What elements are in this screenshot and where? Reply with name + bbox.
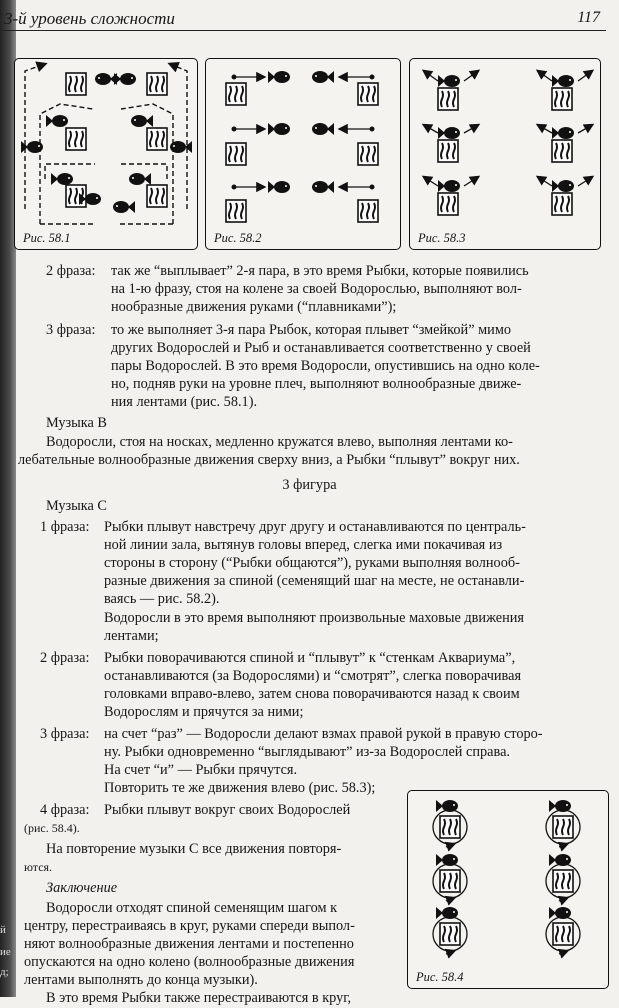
alga-icon [552,88,572,110]
alga-icon [438,140,458,162]
alga-circle-group [433,800,467,847]
figure-58-1-caption: Рис. 58.1 [23,231,71,245]
alga-icon [440,870,460,892]
text-line: но, подняв руки на уровне плеч, выполняют волнообразные движе- [111,376,522,392]
fish-pair-row [232,181,375,193]
alga-icon [438,88,458,110]
text-line: В это время Рыбки также перестраиваются в круг, [46,990,352,1006]
text-line: лентами; [104,628,159,644]
fish-icon [268,181,290,193]
phrase-label: 1 фраза: [40,519,90,535]
alga-circle-group [433,907,467,954]
text-line: ваясь — рис. 58.2). [104,591,220,607]
text-line: головками вправо-влево, затем снова поворачиваются назад к своим [104,686,520,702]
spine-text-3: д; [0,966,9,978]
page-number: 117 [577,9,600,26]
alga-icon [552,193,572,215]
music-heading: Музыка С [46,498,107,514]
text-line: разные движения за спиной (семенящий шаг на месте, не останавли- [104,573,525,589]
alga-icon [147,73,167,95]
text-line: Рыбки плывут навстречу друг другу и останавливаются по централь- [104,519,526,535]
alga-icon [553,923,573,945]
alga-circle-group [546,800,580,847]
alga-with-fish [424,71,478,110]
figure-58-4-caption: Рис. 58.4 [416,970,464,984]
fish-icon [549,907,571,919]
text-line: на 1-ю фразу, стоя на колене за своей Водорослью, выполняют вол- [111,281,522,297]
alga-icon [440,816,460,838]
text-line: опускаются на одно колено (волнообразные движения [24,954,355,970]
text-line: ния лентами (рис. 58.1). [111,394,258,410]
spine-text-1: й [0,924,6,936]
figure-58-2 [205,58,401,250]
fish-icon [312,71,334,83]
text-line: На счет “и” — Рыбки прячутся. [104,762,298,778]
alga-icon [66,128,86,150]
phrase-label: 4 фраза: [40,802,90,818]
music-heading: Музыка В [46,415,107,431]
text-line: Рыбки поворачиваются спиной и “плывут” к “стенкам Аквариума”, [104,650,516,666]
phrase-label: 2 фраза: [46,263,96,279]
fish-icon [46,115,68,127]
text-line: останавливаются (за Водорослями) и “смотрят”, слегка поворачивая [104,668,522,684]
fish-icon [268,71,290,83]
text-line: няют волнообразные движения лентами и постепенно [24,936,354,952]
alga-icon [147,128,167,150]
alga-icon [438,193,458,215]
phrase-label: 2 фраза: [40,650,90,666]
fish-icon [51,173,73,185]
figure-58-3-drawing [410,59,600,249]
alga-icon [66,73,86,95]
text-line: нообразные движения руками (“плавниками”); [111,299,397,315]
alga-icon [226,200,246,222]
fish-pair-row [232,123,375,135]
text-line: На повторение музыки С все движения повторя- [46,841,342,857]
spine-text-2: ие [0,946,11,958]
alga-with-fish [538,177,592,215]
fish-icon [95,73,117,85]
text-line: ются. [24,860,53,874]
fish-icon [131,115,153,127]
alga-with-fish [538,71,592,110]
running-header [0,8,606,31]
phrase-label: 3 фраза: [46,322,96,338]
figure-58-3-caption: Рис. 58.3 [418,231,466,245]
alga-with-fish [424,125,478,162]
fish-pair-row [232,71,375,83]
phrase-label: 3 фраза: [40,726,90,742]
fish-icon [436,800,458,812]
fish-icon [129,173,151,185]
alga-circle-group [546,854,580,901]
figure-58-4-drawing [408,791,608,988]
fish-icon [268,123,290,135]
fish-icon [552,127,574,139]
fish-icon [552,75,574,87]
fish-icon [438,127,460,139]
text-line: других Водорослей и Рыб и останавливается соответственно у своей [111,340,531,356]
text-line: Водоросли, стоя на носках, медленно кружатся влево, выполняя лентами ко- [46,434,513,450]
alga-with-fish [424,177,478,215]
fish-icon [549,800,571,812]
text-line: то же выполняет 3-я пара Рыбок, которая плывет “змейкой” мимо [111,322,512,338]
text-line: пары Водорослей. В это время Водоросли, опустившись на одно коле- [111,358,540,374]
chapter-title: 3-й уровень сложности [4,9,175,28]
fish-icon [436,907,458,919]
figure-58-1-drawing [15,59,197,249]
figure-58-1 [14,58,198,250]
alga-icon [226,143,246,165]
text-line: Водоросли в это время выполняют произвольные маховые движения [104,610,524,626]
alga-icon [226,83,246,105]
fish-icon [312,181,334,193]
alga-icon [553,816,573,838]
conclusion-heading: Заключение [46,880,118,896]
text-line: стороны в сторону (“Рыбки общаются”), руками выполняя волнооб- [104,555,520,571]
alga-icon [440,923,460,945]
text-line: так же “выплывает” 2-я пара, в это время Рыбки, которые появились [111,263,529,279]
fish-icon [549,854,571,866]
fish-icon [114,73,136,85]
alga-icon [147,185,167,207]
figure-58-3 [409,58,601,250]
fish-icon [113,201,135,213]
alga-circle-group [433,854,467,901]
text-line: лебательные волнообразные движения сверху вниз, а Рыбки “плывут” вокруг них. [18,452,520,468]
text-line: Водорослям и прячутся за ними; [104,704,304,720]
figure-58-4 [407,790,609,989]
alga-icon [66,185,86,207]
text-line: Водоросли отходят спиной семенящим шагом к [46,900,338,916]
figure-58-2-drawing [206,59,400,249]
fish-icon [438,180,460,192]
alga-icon [358,200,378,222]
fish-icon [552,180,574,192]
alga-circle-group [546,907,580,954]
alga-icon [553,870,573,892]
text-line: (рис. 58.4). [24,821,80,835]
text-line: ной линии зала, вытянув головы вперед, слегка ими покачивая из [104,537,503,553]
section-heading: 3 фигура [282,477,337,493]
text-line: ну. Рыбки одновременно “выглядывают” из-за Водорослей справа. [104,744,510,760]
text-line: Повторить те же движения влево (рис. 58.3); [104,780,376,796]
text-line: на счет “раз” — Водоросли делают взмах правой рукой в правую сторо- [104,726,543,742]
text-line: Рыбки плывут вокруг своих Водорослей [104,802,351,818]
text-line: лентами выполнять до конца музыки). [24,972,258,988]
fish-icon [438,75,460,87]
text-line: центру, перестраиваясь в круг, руками спереди выпол- [24,918,355,934]
alga-icon [552,140,572,162]
alga-icon [358,143,378,165]
fish-icon [436,854,458,866]
fish-icon [312,123,334,135]
alga-with-fish [538,125,592,162]
alga-icon [358,83,378,105]
figure-58-2-caption: Рис. 58.2 [214,231,262,245]
